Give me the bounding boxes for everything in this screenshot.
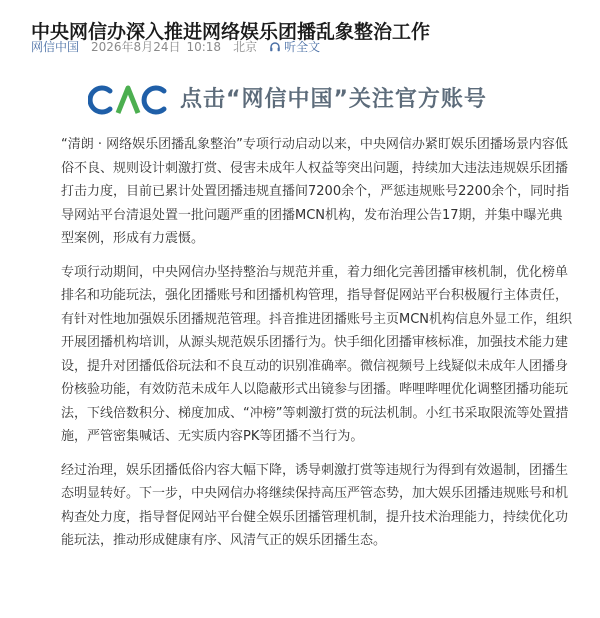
- follow-banner[interactable]: [88, 80, 487, 120]
- listen-label: 听全文: [284, 40, 321, 54]
- publish-location: 北京: [233, 40, 258, 54]
- publish-date: 2026年8月24日: [91, 40, 181, 54]
- banner-slogan: 点击“网信中国”关注官方账号: [180, 87, 487, 112]
- source-link[interactable]: 网信中国: [31, 40, 80, 54]
- article-title: 中央网信办深入推进网络娱乐团播乱象整治工作: [31, 20, 431, 43]
- paragraph-1: “清朗 · 网络娱乐团播乱象整治”专项行动启动以来，中央网信办紧盯娱乐团播场景内容低俗不良、规则设计刺激打赏、侵害未成年人权益等突出问题，持续加大违法违规娱乐团播打击力度，目前已累计处置团播违规直播间7200余个，严惩违规账号2200余个，同时指导网站平台清退处置一批问题严重的团播MCN机构，发布治理公告17期，并集中曝光典型案例，形成有力震慑。: [61, 137, 570, 246]
- headphones-icon: [269, 41, 281, 53]
- listen-button[interactable]: [269, 39, 320, 55]
- paragraph-3: 经过治理，娱乐团播低俗内容大幅下降，诱导刺激打赏等违规行为得到有效遏制，团播生态明显转好。下一步，中央网信办将继续保持高压严管态势，加大娱乐团播违规账号和机构查处力度，指导督促网站平台健全娱乐团播管理机制，提升技术治理能力，持续优化功能玩法，推动形成健康有序、风清气正的娱乐团播生态。: [61, 462, 569, 548]
- publish-time: 10:18: [186, 40, 222, 54]
- paragraph-2: 专项行动期间，中央网信办坚持整治与规范并重，着力细化完善团播审核机制，优化榜单排名和功能玩法，强化团播账号和团播机构管理，指导督促网站平台积极履行主体责任，有针对性地加强娱乐团播规范管理。抖音推进团播账号主页MCN机构信息外显工作，组织开展团播机构培训，从源头规范娱乐团播行为。快手细化团播审核标准，加强技术能力建设，提升对团播低俗玩法和不良互动的识别准确率。微信视频号上线疑似未成年人团播身份核验功能，有效防范未成年人以隐蔽形式出镜参与团播。哔哩哔哩优化调整团播功能玩法，下线倍数积分、梯度加成、“冲榜”等刺激打赏的玩法机制。小红书采取限流等处置措施，严管密集喊话、无实质内容PK等团播不当行为。: [61, 264, 573, 444]
- article-meta: [31, 39, 320, 55]
- article-body: [61, 133, 575, 563]
- cac-logo: [88, 83, 168, 117]
